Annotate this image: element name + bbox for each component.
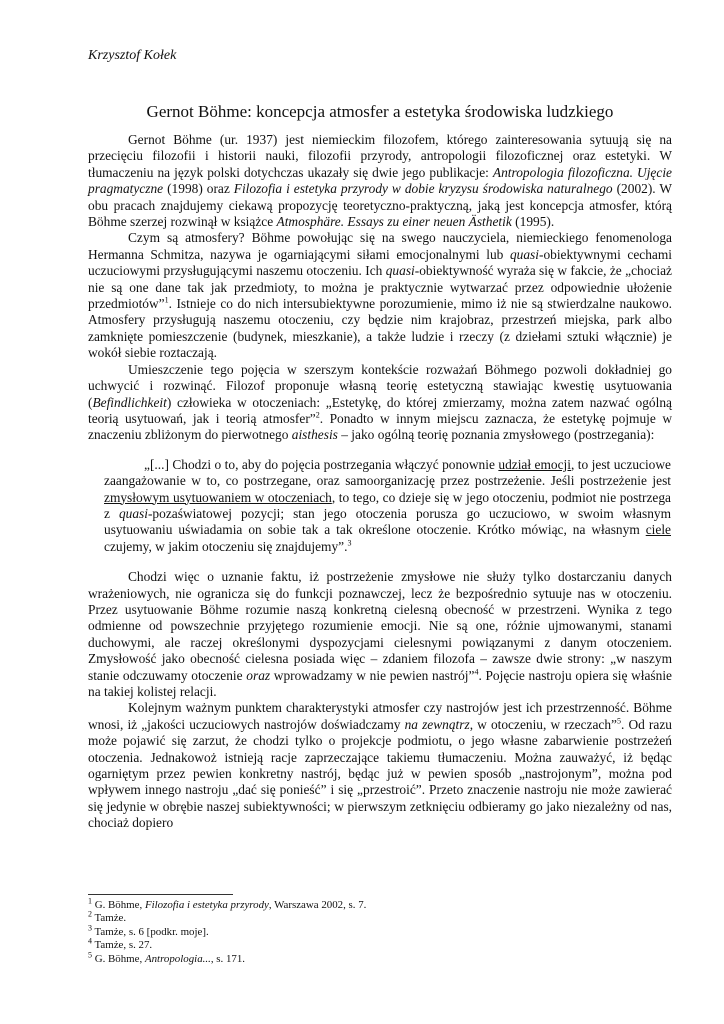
- block-quote: „[...] Chodzi o to, aby do pojęcia postrzegania włączyć ponownie udział emocji, to jest uczuciowe zaangażowanie w to, co postrzegane, oraz samoorganizację przez postrzeżenie. Jeśli postrzeżenie jest zmysłowym usytuowaniem w otoczeniach, to tego, co dzieje się w jego otoczeniu, podmiot nie postrzega z quasi-pozaświatowej pozycji; stan jego otoczenia porusza go uczuciowo, w swoim własnym usytuowaniu uświadamia on sobie tak a tak określone otoczenie. Krótko mówiąc, na własnym ciele czujemy, w jakim otoczeniu się znajdujemy”.$^3$: [104, 456, 672, 554]
- footnote-2: $^2$ Tamże.: [88, 909, 127, 925]
- footnote-4: $^4$ Tamże, s. 27.: [88, 936, 153, 952]
- footnote-1: $^1$ G. Böhme, Filozofia i estetyka przyrody, Warszawa 2002, s. 7.: [88, 896, 367, 911]
- paragraph-5: Kolejnym ważnym punktem charakterystyki atmosfer czy nastrojów jest ich przestrzenność. Böhme wnosi, iż „jakości uczuciowych nastrojów doświadczamy na zewnątrz, w otoczeniu, w rzeczach”$^5$. Od razu może pojawić się zarzut, że chodzi tylko o projekcje podmiotu, o jego własne zabarwienie postrzeżeń otoczenia. Jednakowoż istnieją racje zaprzeczające takiemu tłumaczeniu. Można zauważyć, iż będąc ogarniętym przez pewien konkretny nastrój, będąc już w pewien sposób „nastrojonym”, można pod wpływem innego nastroju „dać się ponieść” i się „przestroić”. Przeto znaczenie nastroju nie może zawierać się jedynie w obrębie naszej subiektywności; w pierwszym zetknięciu odbieramy go jako niezależny od nas, chociaż dopiero: [88, 700, 672, 831]
- paragraph-4: Chodzi więc o uznanie faktu, iż postrzeżenie zmysłowe nie służy tylko dostarczaniu danych wrażeniowych, nie ogranicza się do funkcji poznawczej, lecz że bezpośrednio sytuuje nas w otoczeniu. Przez usytuowanie Böhme rozumie naszą konkretną cielesną obecność w przestrzeni. Wynika z tego odmienne od powszechnie przyjętego rozumienie emocji. Nie są one, różnie ujmowanymi, stanami duchowymi, ale raczej określonymi dyspozycjami cielesnymi powiązanymi z danym otoczeniem. Zmysłowość jako obecność cielesna posiada więc – zdaniem filozofa – zawsze dwie strony: „w naszym stanie odczuwamy otoczenie oraz wprowadzamy w nie pewien nastrój”$^4$. Pojęcie nastroju opiera się właśnie na takiej kolistej relacji.: [88, 569, 672, 699]
- footnote-ref-2[interactable]: 2: [315, 410, 320, 420]
- footnote-ref-1[interactable]: 1: [164, 295, 169, 305]
- paragraph-2: Czym są atmosfery? Böhme powołując się na swego nauczyciela, niemieckiego fenomenologa Hermanna Schmitza, nazywa je ogarniającymi siłami emocjonalnymi lub quasi-obiektywnymi cechami uczuciowymi przysługującymi naszemu otoczeniu. Ich quasi-obiektywność wyraża się w fakcie, że „chociaż nie są one dane tak jak przedmioty, to można je praktycznie wytwarzać przez odpowiednie ułożenie przedmiotów”$^1$. Istnieje co do nich intersubiektywne porozumienie, mimo iż nie są stwierdzalne naukowo. Atmosfery przysługują naszemu otoczeniu, czy będzie nim krajobraz, przestrzeń miejska, park albo zamknięte pomieszczenie (budynek, mieszkanie), a także ludzie i rzeczy (z dziełami sztuki włącznie) je wokół siebie roztaczają.: [88, 230, 672, 361]
- author-header: Krzysztof Kołek: [88, 48, 177, 63]
- article-title: Gernot Böhme: koncepcja atmosfer a estetyka środowiska ludzkiego: [146, 102, 614, 121]
- page-content: [88, 48, 672, 832]
- footnote-3: $^3$ Tamże, s. 6 [podkr. moje].: [88, 923, 209, 938]
- article-body: [88, 132, 672, 832]
- footnote-ref-3[interactable]: 3: [347, 538, 352, 548]
- footnote-separator: [88, 894, 233, 895]
- paragraph-3: Umieszczenie tego pojęcia w szerszym kontekście rozważań Böhmego pozwoli dokładniej go uchwycić i rozwinąć. Filozof proponuje własną teorię estetyczną stawiając kwestię usytuowania (Befindlichkeit) człowieka w otoczeniach: „Estetykę, do której zmierzamy, można zatem nazwać ogólną teorią usytuowań, jak i teorią atmosfer”$^2$. Ponadto w innym miejscu zaznacza, że estetykę pojmuje w znaczeniu zbliżonym do pierwotnego aisthesis – jako ogólną teorię poznania zmysłowego (postrzegania):: [88, 361, 672, 443]
- footnotes: [88, 894, 672, 966]
- footnote-ref-5[interactable]: 5: [617, 716, 621, 726]
- footnote-ref-4[interactable]: 4: [474, 667, 479, 677]
- paragraph-1: Gernot Böhme (ur. 1937) jest niemieckim filozofem, którego zainteresowania sytuują się na przecięciu filozofii i historii nauki, filozofii przyrody, antropologii filozoficznej oraz estetyki. W tłumaczeniu na język polski dotychczas ukazały się dwie jego publikacje: Antropologia filozoficzna. Ujęcie pragmatyczne (1998) oraz Filozofia i estetyka przyrody w dobie kryzysu środowiska naturalnego (2002). W obu pracach znajdujemy ciekawą propozycję teoretyczno-praktyczną, jaką jest koncepcja atmosfer, którą Böhme szerzej rozwinął w książce Atmosphäre. Essays zu einer neuen Ästhetik (1995).: [88, 132, 672, 230]
- footnote-5: $^5$ G. Böhme, Antropologia..., s. 171.: [88, 950, 245, 965]
